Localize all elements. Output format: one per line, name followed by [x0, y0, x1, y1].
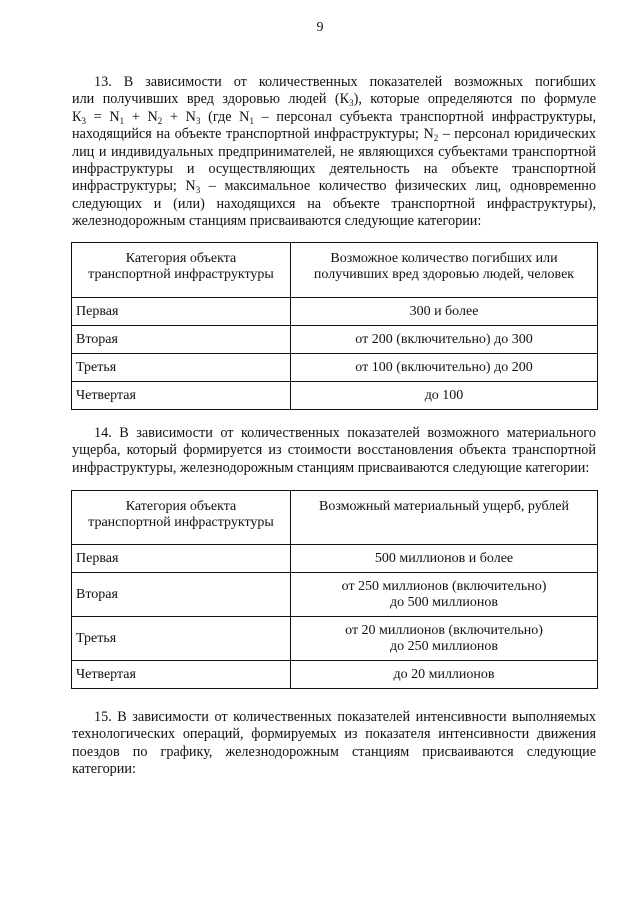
table-casualties-categories [71, 242, 598, 410]
value-cell: 500 миллионов и более [291, 545, 598, 573]
table-row [72, 298, 598, 326]
paragraph-line: $К_3 = N_1 + N_2 + N_3$ (где $N_1$ – персонал субъекта транспортной инфраструктуры, [72, 108, 597, 126]
table-header-row [72, 243, 598, 298]
category-cell: Четвертая [72, 661, 291, 689]
paragraph-14 [72, 425, 596, 477]
table-damage-categories [71, 490, 598, 689]
paragraph-line: технологических операций, формируемых из показателя интенсивности движения [72, 726, 596, 743]
category-cell: Вторая [72, 326, 291, 354]
paragraph-line: инфраструктуры и осуществляющих деятельность на объекте транспортной [72, 161, 596, 178]
table-header-cell: Категория объекта транспортной инфраструктуры [72, 491, 291, 545]
category-cell: Четвертая [72, 382, 291, 410]
value-cell: от 100 (включительно) до 200 [291, 354, 598, 382]
value-cell: от 250 миллионов (включительно) до 500 миллионов [291, 573, 598, 617]
page-number: 9 [316, 20, 324, 35]
paragraph-line: поездов по графику, железнодорожным станциям присваиваются следующие [72, 743, 596, 760]
value-cell: от 20 миллионов (включительно) до 250 миллионов [291, 617, 598, 661]
category-cell: Третья [72, 617, 291, 661]
value-cell: до 100 [291, 382, 598, 410]
category-cell: Первая [72, 545, 291, 573]
value-cell: до 20 миллионов [291, 661, 598, 689]
table-row [72, 545, 598, 573]
paragraph-13 [72, 74, 596, 231]
paragraph-line: 14. В зависимости от количественных показателей возможного материального [94, 425, 596, 441]
paragraph-line: инфраструктуры; $N_3$ – максимальное количество физических лиц, одновременно [72, 178, 596, 196]
paragraph-line: инфраструктуры, железнодорожным станциям присваиваются следующие категории: [72, 459, 590, 476]
table-row [72, 573, 598, 617]
paragraph-line: категории: [72, 761, 136, 778]
table-row [72, 382, 598, 410]
value-cell: от 200 (включительно) до 300 [291, 326, 598, 354]
table-row [72, 354, 598, 382]
paragraph-line: ущерба, который формируется из стоимости восстановления объекта транспортной [72, 442, 596, 459]
value-cell: 300 и более [291, 298, 598, 326]
category-cell: Первая [72, 298, 291, 326]
paragraph-line: следующих и (или) находящихся на объекте транспортной инфраструктуры), [72, 195, 596, 212]
paragraph-line: находящийся на объекте транспортной инфраструктуры; $N_2$ – персонал юридических [72, 126, 596, 144]
paragraph-line: или получивших вред здоровью людей $(К_3)$, которые определяются по формуле [72, 91, 596, 109]
table-row [72, 661, 598, 689]
table-row [72, 617, 598, 661]
table-header-cell: Возможный материальный ущерб, рублей [291, 491, 598, 545]
paragraph-15 [72, 709, 596, 779]
table-header-cell: Категория объекта транспортной инфраструктуры [72, 243, 291, 298]
paragraph-line: 15. В зависимости от количественных показателей интенсивности выполняемых [94, 709, 596, 725]
table-row [72, 326, 598, 354]
table-header-row [72, 491, 598, 545]
table-header-cell: Возможное количество погибших или получивших вред здоровью людей, человек [291, 243, 598, 298]
paragraph-line: железнодорожным станциям присваиваются следующие категории: [72, 213, 482, 230]
paragraph-line: 13. В зависимости от количественных показателей возможных погибших [94, 74, 596, 90]
category-cell: Вторая [72, 573, 291, 617]
category-cell: Третья [72, 354, 291, 382]
paragraph-line: лиц и индивидуальных предпринимателей, не являющихся субъектами транспортной [72, 143, 596, 160]
